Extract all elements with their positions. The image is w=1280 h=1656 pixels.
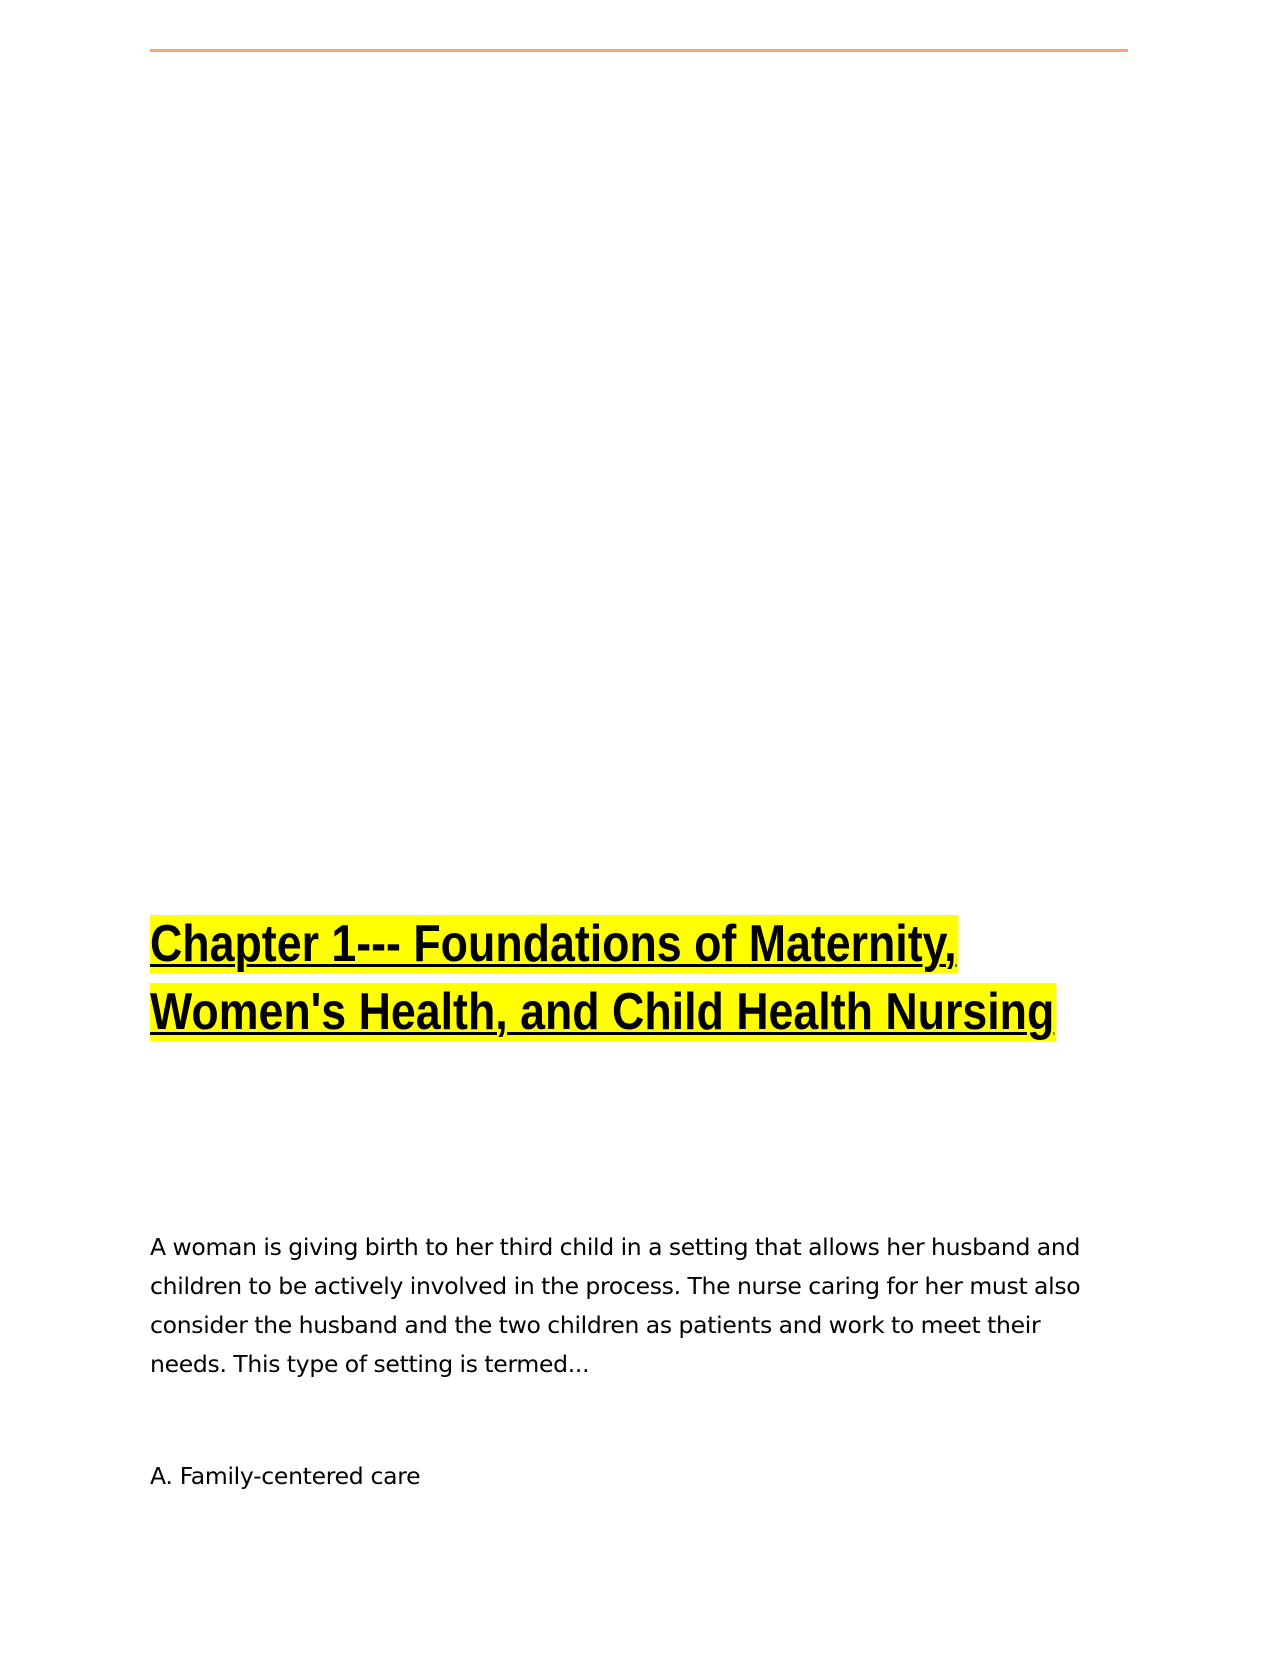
header-rule	[150, 49, 1128, 52]
chapter-title-text-2: Women's Health, and Child Health Nursing	[150, 983, 1055, 1041]
chapter-title	[150, 910, 1055, 1046]
answer-option-a: A. Family-centered care	[150, 1462, 421, 1490]
chapter-title-text-1: Chapter 1--- Foundations of Maternity,	[150, 915, 957, 973]
chapter-title-line-2	[150, 978, 1055, 1046]
question-line-2: children to be actively involved in the process. The nurse caring for her must also	[150, 1272, 1081, 1300]
chapter-title-line-1	[150, 910, 1010, 978]
question-line-3: consider the husband and the two children as patients and work to meet their	[150, 1311, 1041, 1339]
question-line-1: A woman is giving birth to her third child in a setting that allows her husband and	[150, 1233, 1081, 1261]
question-text	[150, 1228, 1130, 1384]
question-line-4: needs. This type of setting is termed...	[150, 1350, 590, 1378]
